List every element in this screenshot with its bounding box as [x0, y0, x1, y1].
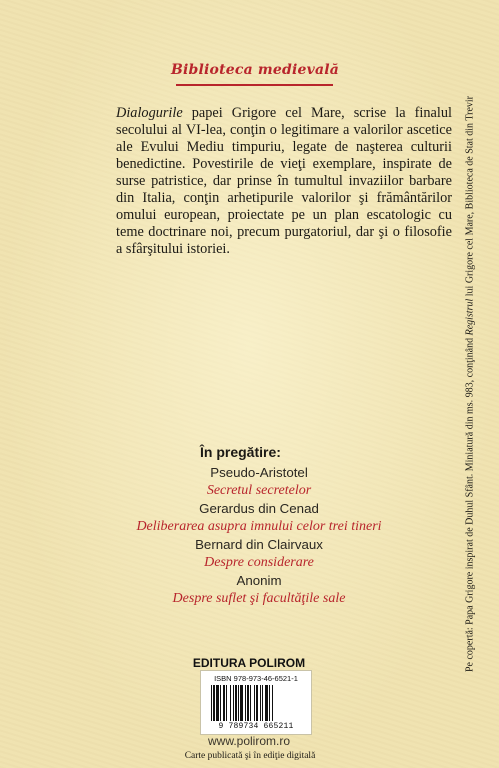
barcode-bar — [213, 685, 215, 721]
book-description — [116, 105, 452, 258]
upcoming-title: Deliberarea asupra imnului celor trei tineri — [136, 519, 382, 534]
isbn-barcode — [200, 670, 312, 735]
publisher-website: www.polirom.ro — [207, 734, 291, 748]
series-title: Biblioteca medievală — [170, 62, 340, 78]
barcode-bar — [235, 685, 237, 721]
barcode-bar — [265, 685, 268, 721]
barcode-bar — [272, 685, 273, 721]
barcode-bar — [254, 685, 255, 721]
caption-italic-work: Registrul — [464, 298, 476, 336]
upcoming-title: Secretul secretelor — [206, 483, 312, 498]
barcode-bar — [262, 685, 263, 721]
barcode-bar — [211, 685, 212, 721]
barcode-bar — [220, 685, 221, 721]
upcoming-title: Despre suflet şi facultăţile sale — [172, 591, 346, 606]
barcode-icon — [211, 685, 303, 721]
upcoming-author: Bernard din Clairvaux — [195, 537, 323, 552]
barcode-bar — [223, 685, 225, 721]
cover-image-caption — [465, 14, 476, 754]
description-text: papei Grigore cel Mare, scrise la finalul secolului al VI-lea, conţin o legitimare a valorilor ascetice ale Evului Mediu timpuriu, legate de naşterea culturii benedictine. Povestirile de vieţi exemplare, inspirate de surse patristice, dar prinse în tumultul invaziilor barbare din Italia, conţin arhetipurile valorilor şi frământărilor omului european, proiectate pe un plan escatologic cu teme doctrinare noi, precum purgatoriul, dar şi o filosofie a sfârşitului istoriei. — [116, 105, 452, 257]
isbn-number: ISBN 978-973-46-6521-1 — [214, 674, 298, 683]
barcode-bar — [240, 685, 243, 721]
barcode-bar — [245, 685, 246, 721]
upcoming-author: Anonim — [236, 573, 282, 588]
barcode-digits: 9 789734 665211 — [218, 722, 294, 731]
barcode-bar — [260, 685, 261, 721]
barcode-bar — [250, 685, 251, 721]
barcode-bar — [226, 685, 227, 721]
caption-text-end: lui Grigore cel Mare, Biblioteca de Stat din Trevir — [464, 96, 476, 299]
upcoming-title: Despre considerare — [204, 555, 314, 570]
barcode-bar — [216, 685, 219, 721]
series-underline — [176, 84, 333, 86]
barcode-bar — [269, 685, 270, 721]
description-paragraph — [116, 105, 452, 258]
barcode-bar — [247, 685, 249, 721]
in-preparation-list — [84, 464, 434, 608]
barcode-bar — [256, 685, 258, 721]
publisher-name: EDITURA POLIROM — [192, 656, 306, 670]
caption-text-start: Pe copertă: Papa Grigore inspirat de Duhul Sfânt. Miniatură din ms. 983, conţinând — [464, 335, 476, 673]
barcode-bar — [238, 685, 239, 721]
upcoming-author: Pseudo-Aristotel — [210, 465, 308, 480]
upcoming-author: Gerardus din Cenad — [199, 501, 319, 516]
barcode-bar — [233, 685, 234, 721]
barcode-bar — [230, 685, 231, 721]
in-preparation-heading: În pregătire: — [200, 444, 281, 460]
digital-edition-note: Carte publicată şi în ediţie digitală — [184, 751, 316, 761]
description-lead: Dialogurile — [116, 105, 183, 121]
